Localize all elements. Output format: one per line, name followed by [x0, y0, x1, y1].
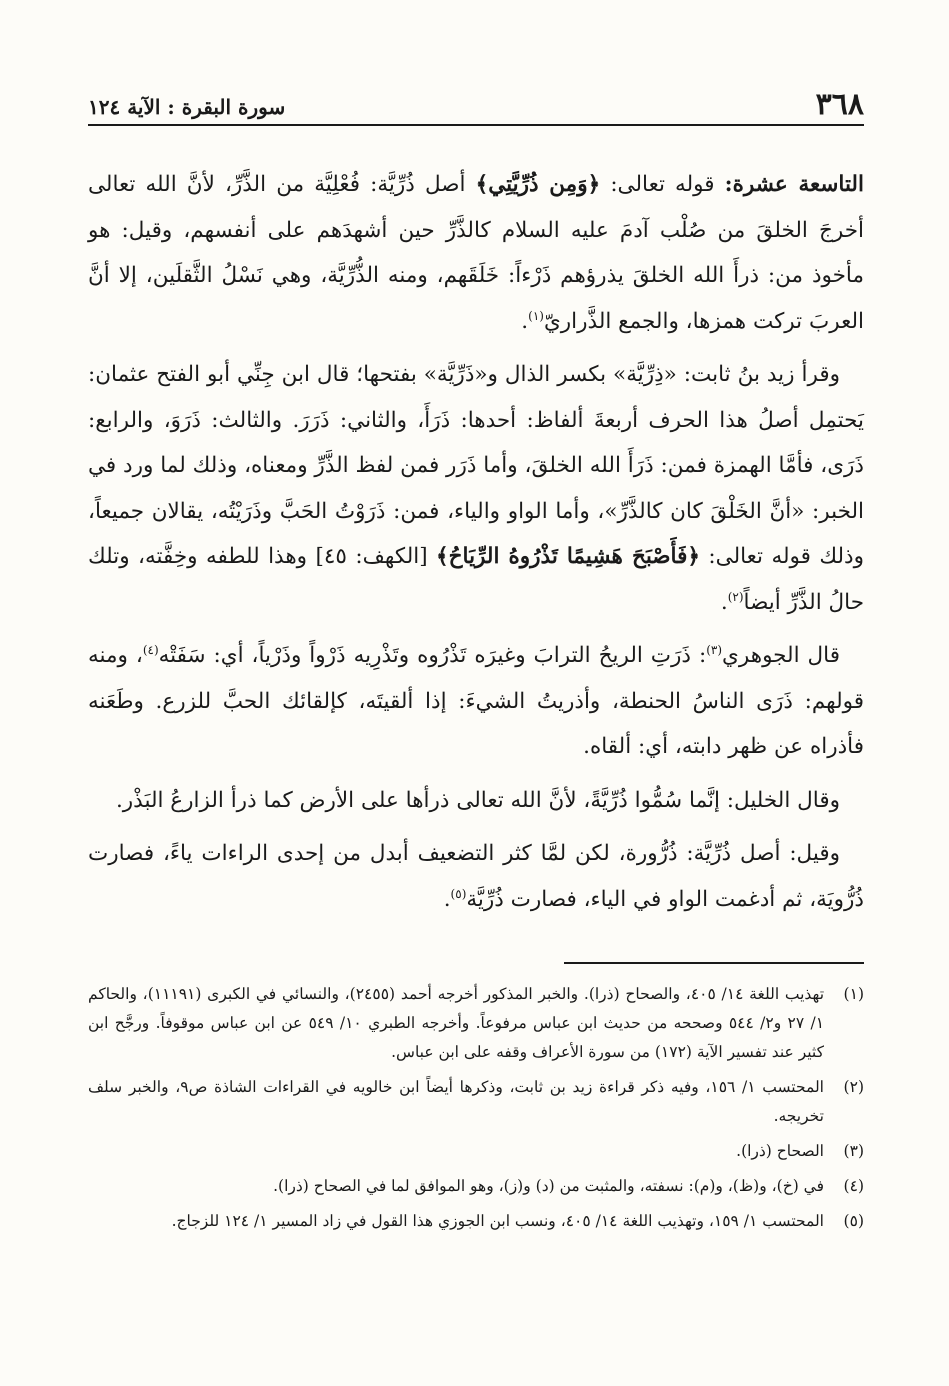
- footnote-number: (٣): [843, 1142, 864, 1160]
- paragraph-text: : ذَرَتِ الريحُ الترابَ وغيرَه تَذْرُوه وتَذْرِيه ذَرْواً وذَرْياً، أي: سَفَتْه: [158, 643, 707, 668]
- footnote-ref: (٣): [706, 642, 723, 657]
- footnote-number: (١): [843, 985, 864, 1003]
- footnote: [88, 1137, 864, 1166]
- main-text: [88, 162, 864, 930]
- ornate-bracket-close: ﴾: [475, 172, 489, 197]
- quran-quote: [476, 172, 601, 197]
- quran-quote: [436, 544, 700, 569]
- paragraph-1: [88, 162, 864, 344]
- ornate-bracket-close: ﴾: [436, 544, 449, 569]
- paragraph-text: وقال الخليل: إنَّما سُمُّوا ذُرِّيَّةً، لأنَّ الله تعالى ذرأها على الأرض كما ذرأ الزارعُ البَذْر.: [115, 787, 840, 813]
- paragraph-text: قوله تعالى:: [610, 172, 715, 197]
- footnote: [88, 1207, 864, 1236]
- punctuation: .: [443, 886, 451, 912]
- footnotes: [88, 980, 864, 1242]
- footnote-text: تهذيب اللغة ١٤/ ٤٠٥، والصحاح (ذرا). والخبر المذكور أخرجه أحمد (٢٤٥٥)، والنسائي في الكبرى (١١١٩١)، والحاكم ١/ ٢٧ و٢/ ٥٤٤ وصححه من حديث ابن عباس مرفوعاً. وأخرجه الطبري ١٠/ ٥٤٩ عن ابن عباس موقوفاً. ورجَّح ابن كثير عند تفسير الآية (١٧٢) من سورة الأعراف وقفه على ابن عباس.: [88, 985, 825, 1061]
- ornate-bracket-open: ﴿: [587, 172, 601, 197]
- footnote-ref: (٥): [450, 886, 467, 901]
- footnote-ref: (٢): [727, 589, 744, 604]
- footnote: [88, 1172, 864, 1201]
- quran-verse: وَمِن ذُرِّيَّتِي: [488, 172, 588, 197]
- footnote: [88, 1073, 864, 1131]
- section-heading: التاسعة عشرة:: [724, 172, 864, 197]
- running-title: سورة البقرة : الآية ١٢٤: [88, 95, 286, 119]
- footnote-number: (٤): [843, 1177, 864, 1195]
- paragraph-text: ، ومنه قولهم: ذَرَى الناسُ الحنطة، وأذريتُ الشيءَ: إذا ألقيتَه، كإلقائك الحبَّ للزرع. وطَعَنه فأذراه عن ظهر دابته، أي: ألقاه.: [88, 643, 864, 759]
- quran-verse: فَأَصْبَحَ هَشِيمًا تَذْرُوهُ الرِّيَاحُ: [448, 544, 688, 569]
- footnote-number: (٢): [843, 1078, 864, 1096]
- footnote-ref: (١): [528, 308, 544, 323]
- footnote-text: في (خ)، و(ظ)، و(م): نسفته، والمثبت من (د) و(ز)، وهو الموافق لما في الصحاح (ذرا).: [273, 1177, 824, 1195]
- footnote-ref: (٤): [142, 642, 159, 657]
- punctuation: .: [521, 308, 529, 334]
- ornate-bracket-open: ﴿: [687, 544, 700, 569]
- paragraph-text: [الكهف: ٤٥] وهذا للطفه وخِفَّته، وتلك حالُ الذَّرِّ أيضاً: [88, 544, 864, 615]
- paragraph-3: [88, 633, 864, 770]
- page-header: [88, 88, 864, 126]
- footnote-number: (٥): [843, 1212, 864, 1230]
- footnote: [88, 980, 864, 1067]
- footnote-text: المحتسب ١/ ١٥٦، وفيه ذكر قراءة زيد بن ثابت، وذكرها أيضاً ابن خالويه في القراءات الشاذة ص٩، والخبر سلف تخريجه.: [88, 1078, 824, 1125]
- footnote-text: الصحاح (ذرا).: [736, 1142, 824, 1160]
- paragraph-text: وقيل: أصل ذُرِّيَّة: ذُرُّورة، لكن لمَّا كثر التضعيف أبدل من إحدى الراءات ياءً، فصارت ذُرُّويَة، ثم أدغمت الواو في الياء، فصارت ذُرِّيَّة: [88, 841, 864, 912]
- page-number: ٣٦٨: [815, 87, 864, 122]
- paragraph-4: [88, 778, 864, 824]
- paragraph-2: [88, 352, 864, 625]
- paragraph-5: [88, 831, 864, 922]
- footnote-text: المحتسب ١/ ١٥٩، وتهذيب اللغة ١٤/ ٤٠٥، ونسب ابن الجوزي هذا القول في زاد المسير ١/ ١٢٤ للزجاج.: [171, 1212, 824, 1230]
- footnote-divider: [564, 962, 864, 964]
- paragraph-text: أصل ذُرِّيَّة: فُعْلِيَّة من الذَّرِّ، لأنَّ الله تعالى أخرجَ الخلقَ من صُلْب آدمَ عليه السلام كالذَّرِّ حين أشهدَهم على أنفسهم، وقيل: هو مأخوذ من: ذرأَ الله الخلقَ يذرؤهم ذَرْءاً: خَلَقَهم، ومنه الذُّرِّيَّة، وهي نَسْلُ الثَّقلَين، إلا أنَّ العربَ تركت همزها، والجمع الذَّراريّ: [88, 172, 864, 334]
- paragraph-text: قال الجوهري: [722, 643, 840, 668]
- paragraph-text: وقرأ زيد بنُ ثابت: «ذِرِّيَّة» بكسر الذال و«ذَرِّيَّة» بفتحها؛ قال ابن جِنِّي أبو الفتح عثمان: يَحتمِل أصلُ هذا الحرف أربعةَ ألفاظ: أحدها: ذَرَأَ، والثاني: ذَرَرَ. والثالث: ذَرَوَ، والرابع: ذَرَى، فأمَّا الهمزة فمن: ذَرَأَ الله الخلقَ، وأما ذَرَر فمن لفظ الذَّرِّ ومعناه، وذلك لما ورد في الخبر: «أنَّ الخَلْقَ كان كالذَّرِّ»، وأما الواو والياء، فمن: ذَرَوْتُ الحَبَّ وذَرَيْتُه، يقالان جميعاً، وذلك قوله تعالى:: [88, 362, 864, 569]
- punctuation: .: [720, 589, 728, 615]
